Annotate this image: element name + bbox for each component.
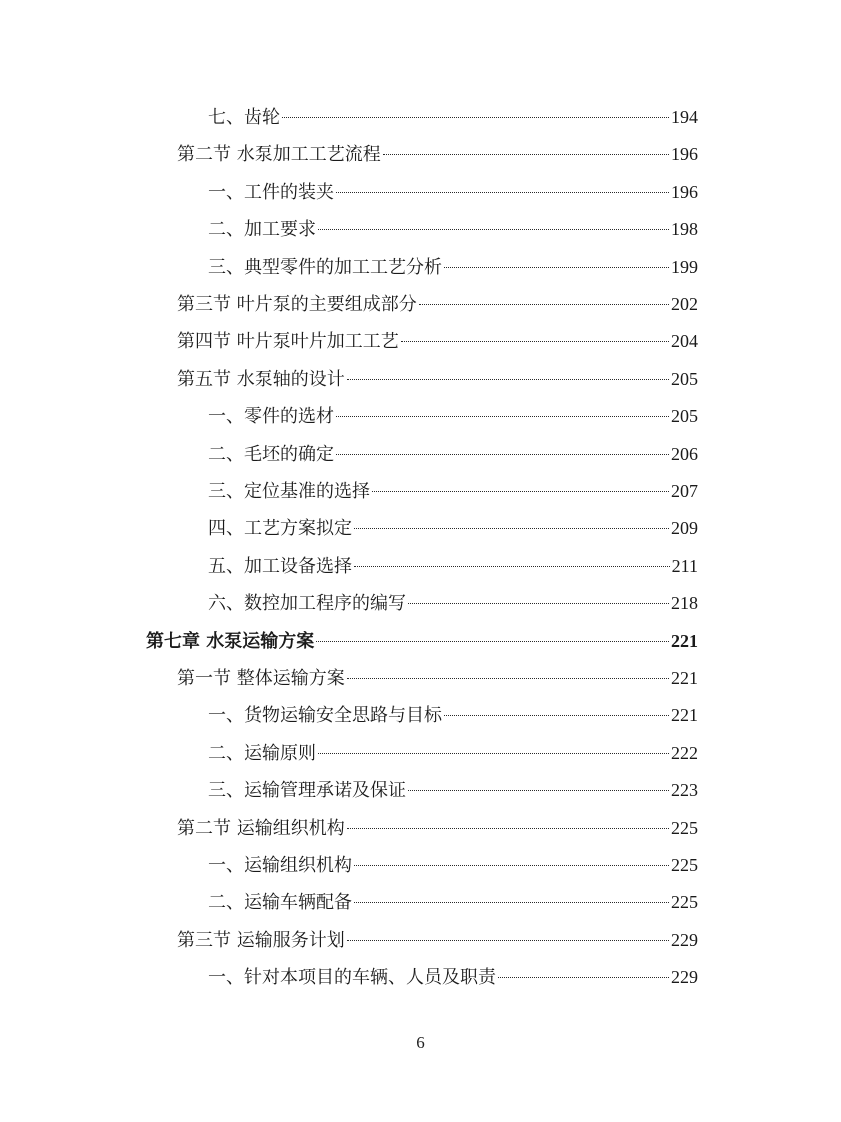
toc-subsection-entry[interactable] bbox=[208, 739, 698, 767]
toc-subsection-entry[interactable] bbox=[208, 851, 698, 879]
toc-dot-leader bbox=[336, 192, 669, 193]
toc-entry-label: 一、零件的选材 bbox=[208, 406, 334, 428]
toc-entry-label: 一、针对本项目的车辆、人员及职责 bbox=[208, 967, 496, 989]
toc-entry-page-number: 194 bbox=[671, 107, 698, 127]
toc-subsection-entry[interactable] bbox=[208, 963, 698, 991]
toc-entry-label: 四、工艺方案拟定 bbox=[208, 518, 352, 540]
toc-subsection-entry[interactable] bbox=[208, 514, 698, 542]
toc-section-entry[interactable] bbox=[177, 664, 698, 692]
toc-dot-leader bbox=[347, 828, 669, 829]
toc-section-entry[interactable] bbox=[177, 926, 698, 954]
toc-dot-leader bbox=[408, 790, 669, 791]
toc-dot-leader bbox=[336, 416, 669, 417]
toc-dot-leader bbox=[318, 753, 669, 754]
toc-entry-page-number: 225 bbox=[671, 855, 698, 875]
toc-dot-leader bbox=[347, 379, 669, 380]
page-number: 6 bbox=[416, 1033, 425, 1052]
toc-entry-label: 第七章 水泵运输方案 bbox=[146, 630, 315, 652]
toc-entry-page-number: 204 bbox=[671, 331, 698, 352]
toc-entry-page-number: 225 bbox=[671, 892, 698, 913]
toc-subsection-entry[interactable] bbox=[208, 776, 698, 804]
toc-entry-page-number: 199 bbox=[671, 256, 698, 277]
toc-entry-page-number: 206 bbox=[671, 443, 698, 464]
toc-subsection-entry[interactable] bbox=[208, 215, 698, 243]
toc-subsection-entry[interactable] bbox=[208, 477, 698, 505]
toc-entry-label: 六、数控加工程序的编写 bbox=[208, 593, 406, 615]
toc-dot-leader bbox=[408, 603, 669, 604]
toc-entry-page-number: 205 bbox=[671, 368, 698, 389]
toc-subsection-entry[interactable] bbox=[208, 103, 698, 131]
toc-entry-page-number: 229 bbox=[671, 929, 698, 950]
toc-subsection-entry[interactable] bbox=[208, 253, 698, 281]
toc-entry-label: 一、货物运输安全思路与目标 bbox=[208, 705, 442, 727]
toc-entry-page-number: 221 bbox=[671, 630, 698, 651]
toc-dot-leader bbox=[354, 566, 670, 567]
toc-dot-leader bbox=[354, 528, 669, 529]
toc-subsection-entry[interactable] bbox=[208, 701, 698, 729]
toc-entry-label: 三、运输管理承诺及保证 bbox=[208, 780, 406, 802]
toc-entry-label: 一、工件的装夹 bbox=[208, 181, 334, 203]
toc-entry-page-number: 225 bbox=[671, 817, 698, 838]
toc-dot-leader bbox=[498, 977, 669, 978]
toc-entry-label: 第四节 叶片泵叶片加工工艺 bbox=[177, 331, 399, 353]
toc-dot-leader bbox=[347, 940, 669, 941]
toc-entry-label: 第二节 运输组织机构 bbox=[177, 817, 345, 839]
toc-entry-label: 一、运输组织机构 bbox=[208, 855, 352, 876]
toc-entry-page-number: 222 bbox=[671, 742, 698, 763]
toc-dot-leader bbox=[401, 341, 669, 342]
toc-dot-leader bbox=[444, 715, 669, 716]
toc-entry-page-number: 209 bbox=[671, 518, 698, 539]
toc-entry-page-number: 205 bbox=[671, 406, 698, 427]
toc-section-entry[interactable] bbox=[177, 814, 698, 842]
toc-section-entry[interactable] bbox=[177, 365, 698, 393]
toc-entry-label: 二、运输车辆配备 bbox=[208, 892, 352, 914]
toc-subsection-entry[interactable] bbox=[208, 589, 698, 617]
toc-entry-label: 二、加工要求 bbox=[208, 219, 316, 241]
toc-dot-leader bbox=[316, 641, 669, 642]
toc-entry-page-number: 207 bbox=[671, 481, 698, 501]
toc-entry-label: 三、定位基准的选择 bbox=[208, 481, 370, 502]
toc-entry-page-number: 196 bbox=[671, 144, 698, 165]
toc-subsection-entry[interactable] bbox=[208, 552, 698, 580]
toc-entry-label: 第一节 整体运输方案 bbox=[177, 668, 345, 689]
toc-entry-label: 二、运输原则 bbox=[208, 742, 316, 764]
toc-subsection-entry[interactable] bbox=[208, 440, 698, 468]
toc-entry-page-number: 218 bbox=[671, 593, 698, 614]
toc-subsection-entry[interactable] bbox=[208, 178, 698, 206]
toc-subsection-entry[interactable] bbox=[208, 888, 698, 916]
toc-dot-leader bbox=[347, 678, 669, 679]
toc-entry-page-number: 211 bbox=[671, 555, 698, 576]
toc-dot-leader bbox=[354, 865, 669, 866]
toc-entry-page-number: 221 bbox=[671, 705, 698, 726]
toc-dot-leader bbox=[354, 902, 669, 903]
toc-entry-label: 三、典型零件的加工工艺分析 bbox=[208, 256, 442, 278]
toc-entry-page-number: 196 bbox=[671, 181, 698, 202]
toc-section-entry[interactable] bbox=[177, 140, 698, 168]
toc-entry-label: 七、齿轮 bbox=[208, 107, 280, 128]
toc-entry-label: 五、加工设备选择 bbox=[208, 555, 352, 577]
toc-dot-leader bbox=[419, 304, 669, 305]
toc-entry-page-number: 202 bbox=[671, 294, 698, 314]
toc-subsection-entry[interactable] bbox=[208, 402, 698, 430]
toc-entry-page-number: 229 bbox=[671, 967, 698, 988]
toc-chapter-entry[interactable] bbox=[146, 627, 698, 655]
toc-section-entry[interactable] bbox=[177, 290, 698, 318]
toc-dot-leader bbox=[318, 229, 669, 230]
toc-entry-page-number: 223 bbox=[671, 780, 698, 801]
toc-entry-label: 第二节 水泵加工工艺流程 bbox=[177, 144, 381, 166]
toc-entry-label: 第五节 水泵轴的设计 bbox=[177, 368, 345, 390]
toc-entry-label: 第三节 运输服务计划 bbox=[177, 929, 345, 951]
toc-entry-page-number: 221 bbox=[671, 668, 698, 688]
toc-dot-leader bbox=[383, 154, 669, 155]
toc-dot-leader bbox=[282, 117, 669, 118]
toc-dot-leader bbox=[336, 454, 669, 455]
toc-dot-leader bbox=[444, 267, 669, 268]
toc-dot-leader bbox=[372, 491, 669, 492]
toc-entry-label: 二、毛坯的确定 bbox=[208, 443, 334, 465]
toc-entry-label: 第三节 叶片泵的主要组成部分 bbox=[177, 294, 417, 315]
toc-entry-page-number: 198 bbox=[671, 219, 698, 240]
toc-section-entry[interactable] bbox=[177, 327, 698, 355]
